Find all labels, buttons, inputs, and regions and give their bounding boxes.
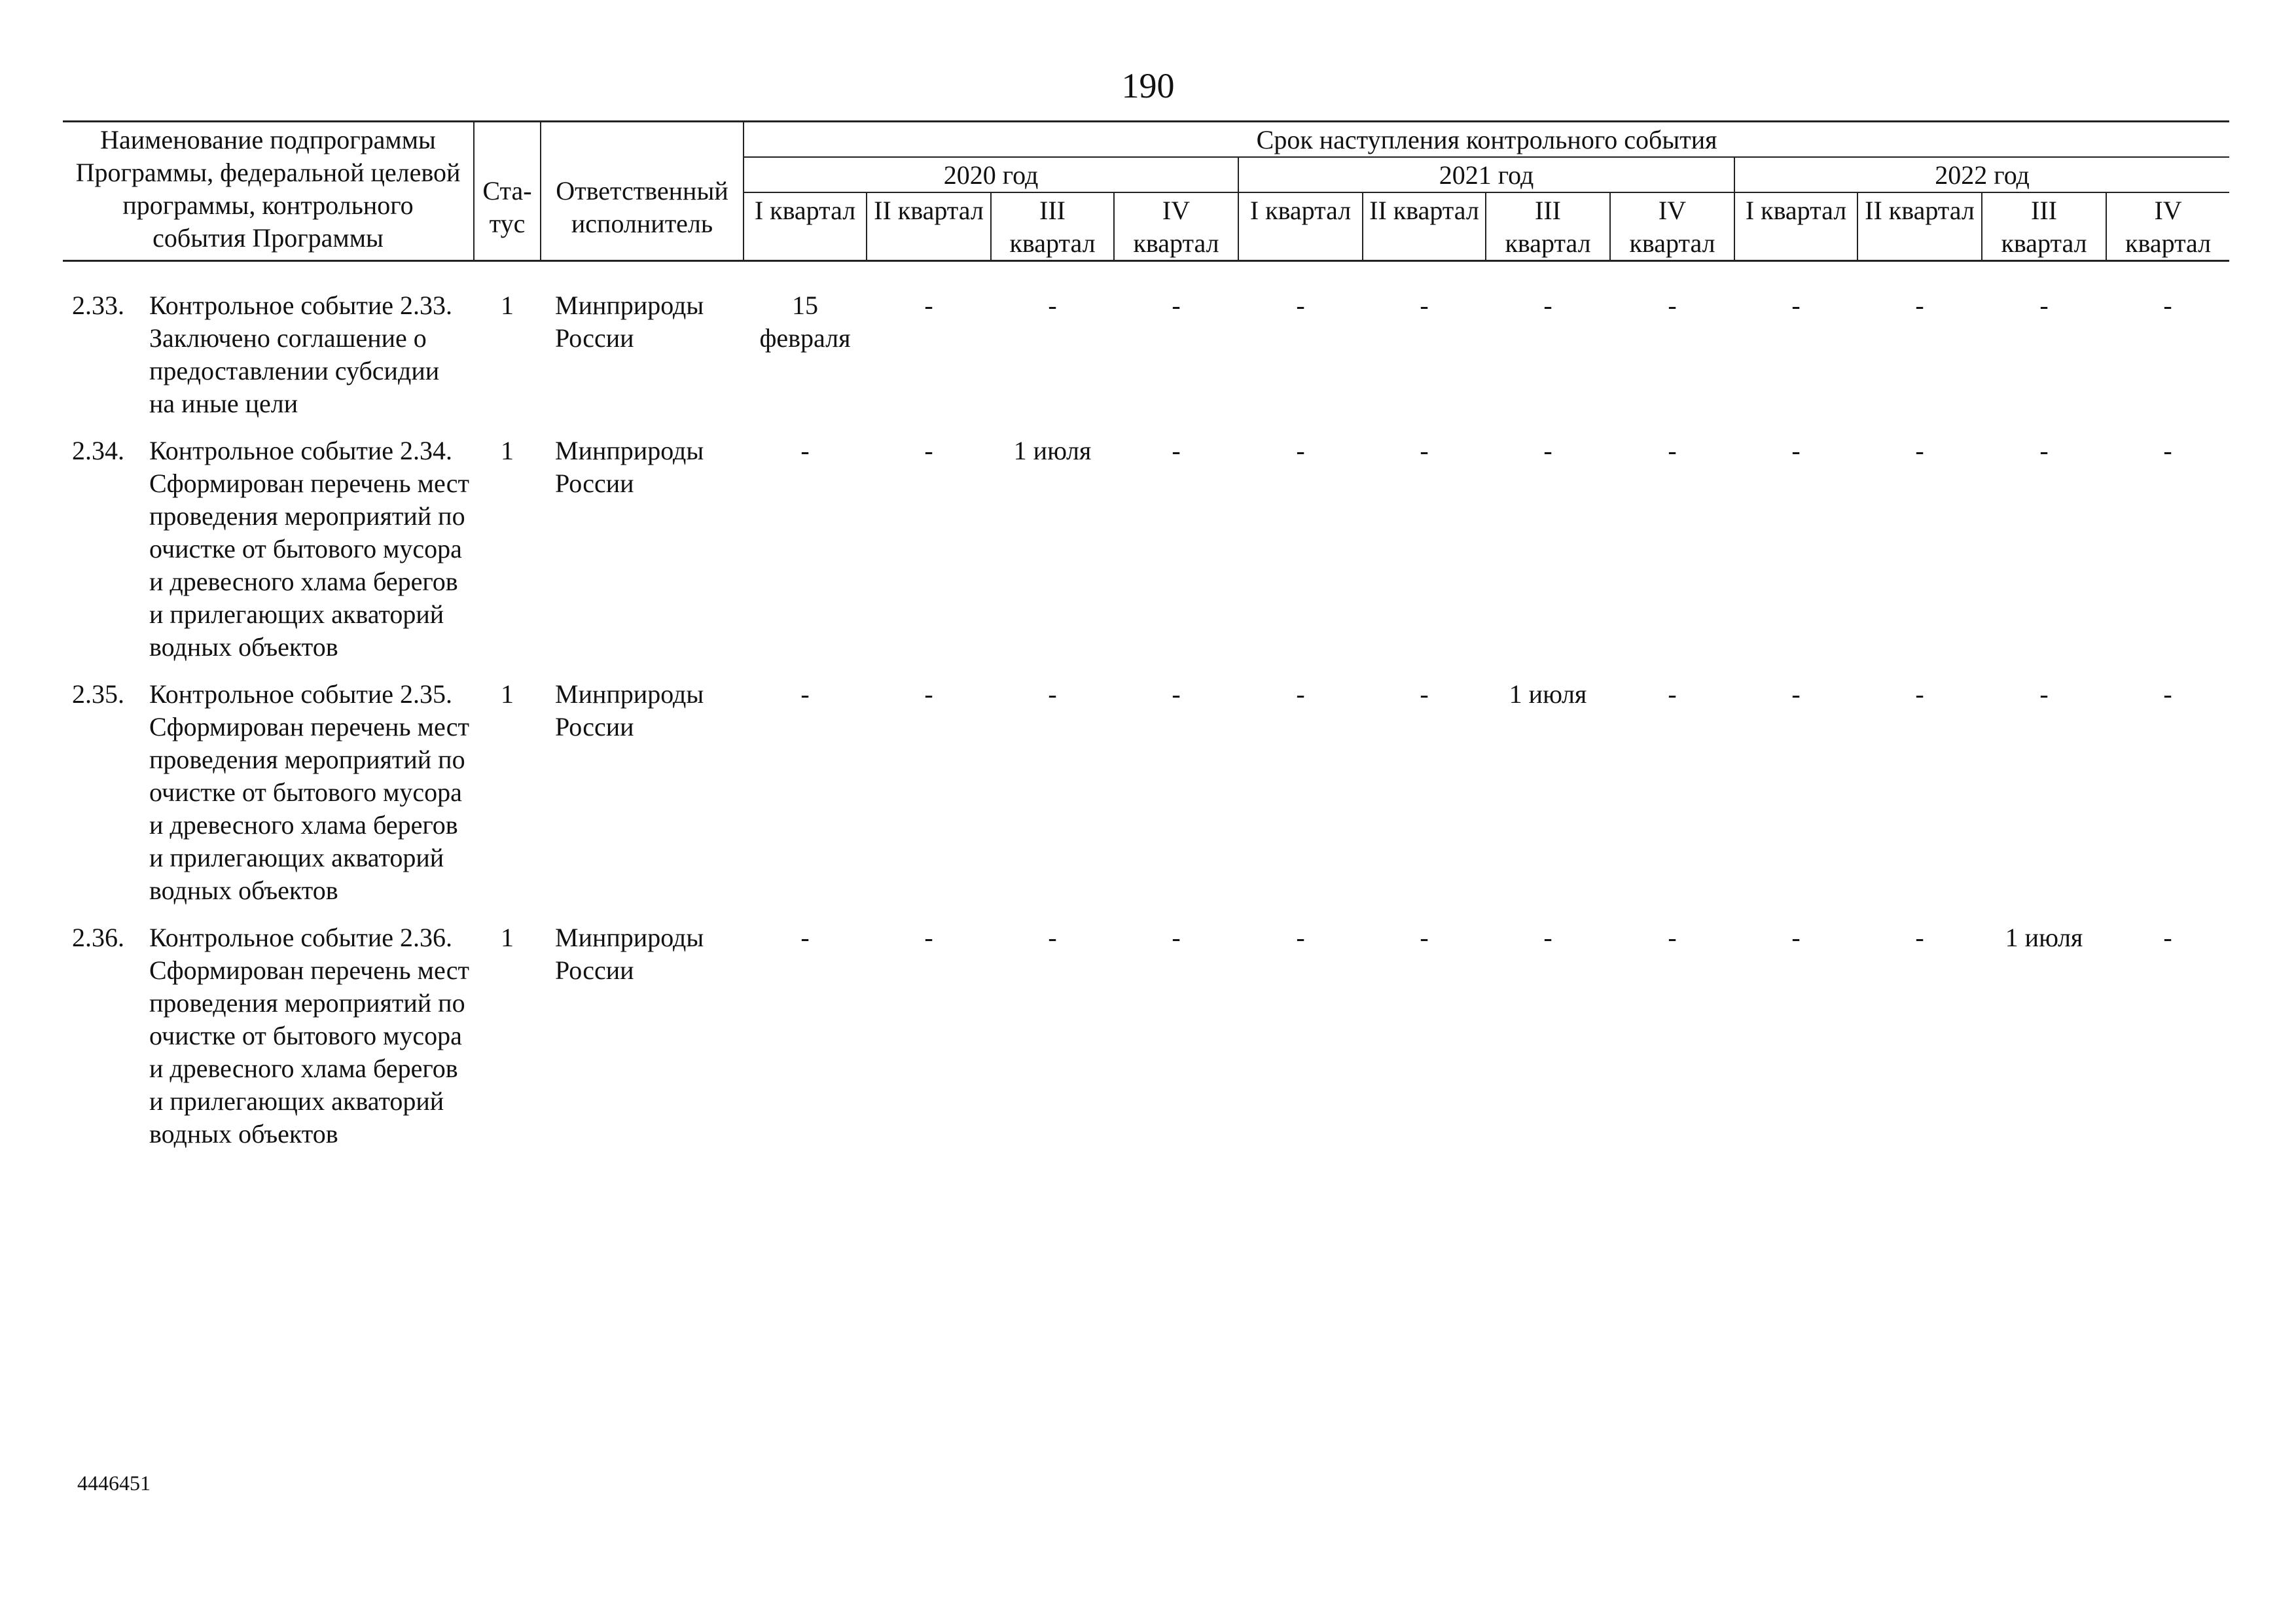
quarter-cell: - xyxy=(1172,923,1181,952)
header-status-column: Ста-тус xyxy=(474,122,541,261)
table-header xyxy=(63,122,2229,261)
header-quarter: II квартал xyxy=(867,192,991,261)
quarter-cell: - xyxy=(1668,436,1677,465)
header-year-2021: 2021 год xyxy=(1238,157,1734,192)
quarter-cell: - xyxy=(924,436,933,465)
row-number: 2.34. xyxy=(72,436,124,465)
page-number: 190 xyxy=(1121,66,1175,105)
quarter-cell: - xyxy=(2163,436,2172,465)
quarter-cell: - xyxy=(924,923,933,952)
quarter-cell: - xyxy=(1543,291,1552,320)
quarter-cell: - xyxy=(924,291,933,320)
quarter-cell: - xyxy=(1791,291,1801,320)
table-row xyxy=(63,289,2229,435)
table-row xyxy=(63,678,2229,921)
quarter-cell: - xyxy=(2163,923,2172,952)
quarter-cell: 1 июля xyxy=(1509,679,1587,709)
event-name: Контрольное событие 2.34. Сформирован перечень мест проведения мероприятий по очистке от бытового мусора и древесного хлама берегов и прилегающих акваторий водных объектов xyxy=(149,436,469,662)
status-value: 1 xyxy=(501,291,514,320)
quarter-cell: - xyxy=(1915,679,1924,709)
executor-value: Минприроды России xyxy=(555,291,704,353)
quarter-cell: - xyxy=(1668,291,1677,320)
header-quarter: I квартал xyxy=(1734,192,1857,261)
status-value: 1 xyxy=(501,436,514,465)
event-name: Контрольное событие 2.33. Заключено соглашение о предоставлении субсидии на иные цели xyxy=(149,291,453,418)
quarter-cell: - xyxy=(1915,436,1924,465)
header-quarter: II квартал xyxy=(1363,192,1486,261)
row-number: 2.33. xyxy=(72,291,124,320)
header-quarter: III квартал xyxy=(991,192,1114,261)
header-quarter: IV квартал xyxy=(1114,192,1238,261)
quarter-cell: - xyxy=(1296,923,1305,952)
quarter-cell: - xyxy=(1791,923,1801,952)
table-row xyxy=(63,921,2229,1165)
quarter-cell: - xyxy=(1543,436,1552,465)
quarter-cell: - xyxy=(1172,291,1181,320)
quarter-cell: - xyxy=(1420,291,1429,320)
row-number: 2.36. xyxy=(72,923,124,952)
quarter-cell: - xyxy=(2163,291,2172,320)
quarter-cell: - xyxy=(1048,291,1057,320)
quarter-cell: - xyxy=(2039,436,2049,465)
header-quarter: IV квартал xyxy=(2106,192,2229,261)
event-name: Контрольное событие 2.35. Сформирован перечень мест проведения мероприятий по очистке от бытового мусора и древесного хлама берегов и прилегающих акваторий водных объектов xyxy=(149,679,469,905)
quarter-cell: - xyxy=(1296,679,1305,709)
header-quarter: I квартал xyxy=(744,192,867,261)
executor-value: Минприроды России xyxy=(555,436,704,498)
quarter-cell: - xyxy=(1791,679,1801,709)
quarter-cell: - xyxy=(1543,923,1552,952)
quarter-cell: - xyxy=(2039,291,2049,320)
row-number: 2.35. xyxy=(72,679,124,709)
quarter-cell: - xyxy=(1420,923,1429,952)
quarter-cell: - xyxy=(2163,679,2172,709)
header-year-2020: 2020 год xyxy=(744,157,1238,192)
header-year-2022: 2022 год xyxy=(1734,157,2229,192)
header-quarter: III квартал xyxy=(1982,192,2106,261)
header-quarter: IV квартал xyxy=(1610,192,1734,261)
quarter-cell: - xyxy=(1048,679,1057,709)
quarter-cell: - xyxy=(1172,679,1181,709)
header-quarter: III квартал xyxy=(1486,192,1610,261)
quarter-cell: - xyxy=(924,679,933,709)
table-row xyxy=(63,435,2229,678)
quarter-cell: - xyxy=(1791,436,1801,465)
header-name-column: Наименование подпрограммы Программы, федеральной целевой программы, контрольного события Программы xyxy=(63,122,474,261)
table-body xyxy=(63,261,2229,1166)
event-name: Контрольное событие 2.36. Сформирован перечень мест проведения мероприятий по очистке от бытового мусора и древесного хлама берегов и прилегающих акваторий водных объектов xyxy=(149,923,469,1149)
control-events-table xyxy=(63,120,2229,1165)
header-deadline-group: Срок наступления контрольного события xyxy=(744,122,2229,158)
quarter-cell: - xyxy=(1172,436,1181,465)
quarter-cell: - xyxy=(1420,436,1429,465)
quarter-cell: 15 февраля xyxy=(759,291,851,353)
executor-value: Минприроды России xyxy=(555,679,704,741)
quarter-cell: - xyxy=(1915,291,1924,320)
quarter-cell: - xyxy=(1668,923,1677,952)
quarter-cell: - xyxy=(1915,923,1924,952)
quarter-cell: - xyxy=(1296,291,1305,320)
quarter-cell: - xyxy=(1668,679,1677,709)
status-value: 1 xyxy=(501,679,514,709)
status-value: 1 xyxy=(501,923,514,952)
header-quarter: II квартал xyxy=(1857,192,1982,261)
quarter-cell: - xyxy=(800,679,810,709)
executor-value: Минприроды России xyxy=(555,923,704,985)
header-executor-column: Ответственный исполнитель xyxy=(541,122,744,261)
quarter-cell: - xyxy=(1048,923,1057,952)
quarter-cell: 1 июля xyxy=(2005,923,2083,952)
quarter-cell: - xyxy=(1420,679,1429,709)
quarter-cell: - xyxy=(800,923,810,952)
quarter-cell: - xyxy=(2039,679,2049,709)
quarter-cell: 1 июля xyxy=(1013,436,1092,465)
quarter-cell: - xyxy=(800,436,810,465)
header-quarter: I квартал xyxy=(1238,192,1363,261)
quarter-cell: - xyxy=(1296,436,1305,465)
document-code: 4446451 xyxy=(77,1471,151,1495)
